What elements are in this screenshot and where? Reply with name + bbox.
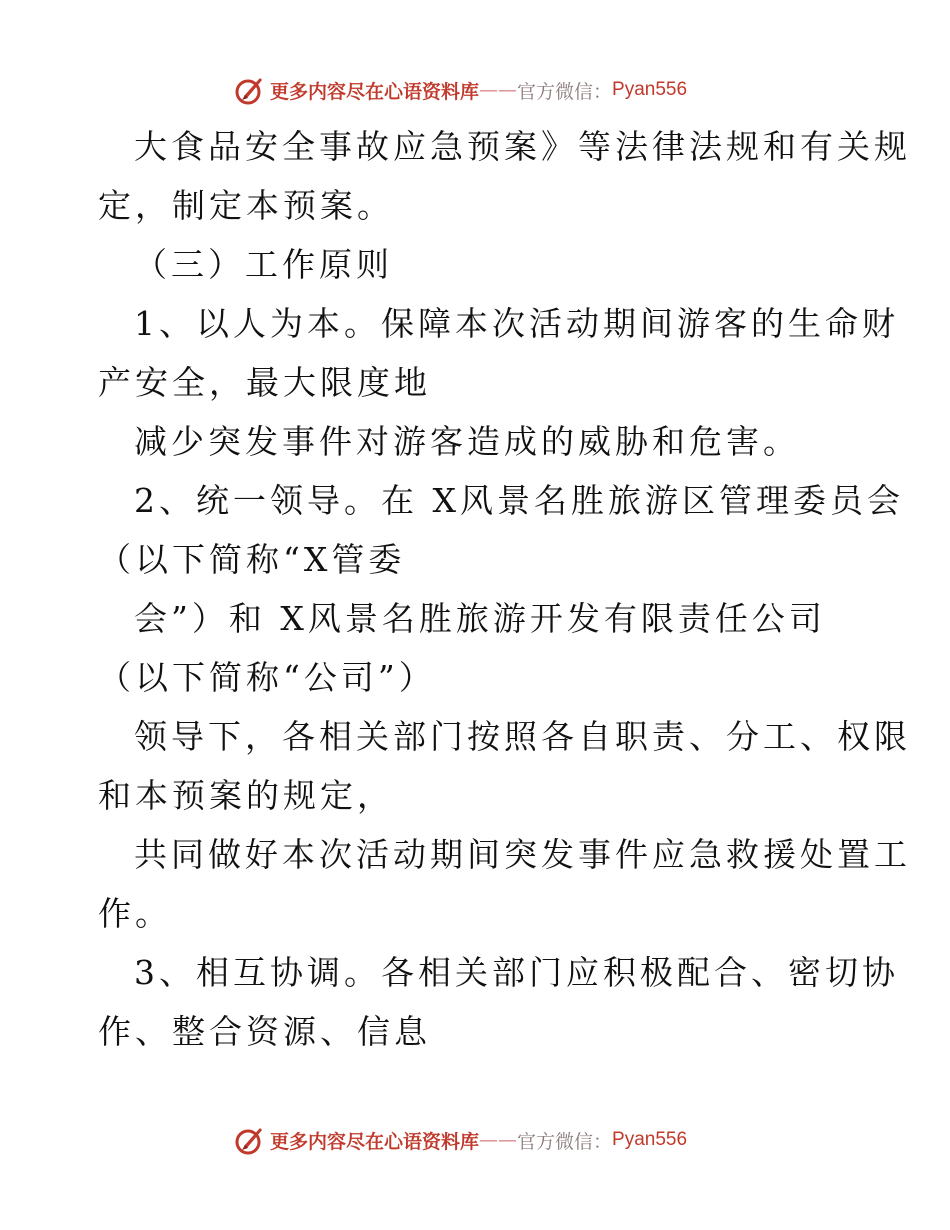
body-line: （以下简称“公司”） <box>98 658 436 697</box>
body-line: 领导下，各相关部门按照各自职责、分工、权限 <box>134 717 911 756</box>
footer-brand-text: 更多内容尽在心语资料库 <box>270 1130 480 1153</box>
footer-banner <box>0 1122 950 1158</box>
header-wechat-handle: Pyan556 <box>612 79 688 100</box>
body-line: 3、相互协调。各相关部门应积极配合、密切协 <box>134 953 899 992</box>
header-brand-text: 更多内容尽在心语资料库 <box>270 80 480 103</box>
section-heading: （三）工作原则 <box>134 245 393 284</box>
footer-wechat-label: 官方微信： <box>517 1130 613 1153</box>
body-line: 作、整合资源、信息 <box>98 1012 431 1051</box>
body-line: 会”）和 X风景名胜旅游开发有限责任公司 <box>134 599 826 638</box>
body-line: 大食品安全事故应急预案》等法律法规和有关规 <box>134 127 911 166</box>
header-banner <box>0 72 950 108</box>
body-line: 作。 <box>98 894 172 933</box>
body-line: 产安全，最大限度地 <box>98 363 431 402</box>
body-line: 1、以人为本。保障本次活动期间游客的生命财 <box>134 304 899 343</box>
quill-logo-icon <box>234 1124 266 1156</box>
body-line: 减少突发事件对游客造成的威胁和危害。 <box>134 422 800 461</box>
quill-logo-icon <box>234 74 266 106</box>
body-line: （以下简称“X管委 <box>98 540 406 579</box>
body-line: 2、统一领导。在 X风景名胜旅游区管理委员会 <box>134 481 904 520</box>
header-dash: —— <box>479 79 518 101</box>
body-line: 共同做好本次活动期间突发事件应急救援处置工 <box>134 835 911 874</box>
body-line: 定，制定本预案。 <box>98 186 394 225</box>
footer-dash: —— <box>479 1129 518 1151</box>
header-wechat-label: 官方微信： <box>517 80 613 103</box>
body-line: 和本预案的规定， <box>98 776 394 815</box>
footer-wechat-handle: Pyan556 <box>612 1129 688 1150</box>
